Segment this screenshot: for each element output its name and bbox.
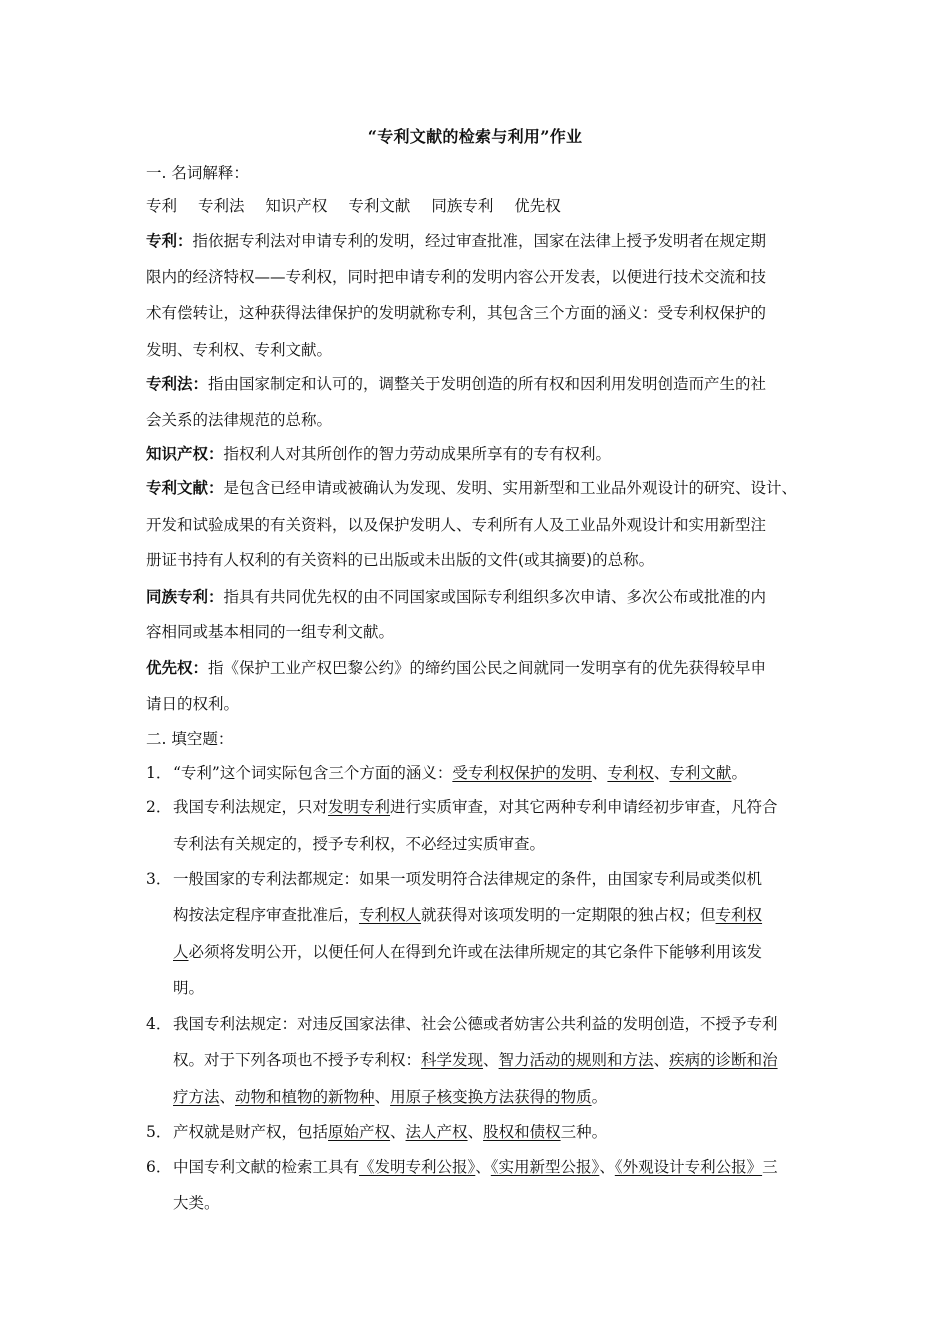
answer-blank: 发明专利 [328,798,391,816]
question-line: 专利法有关规定的，授予专利权，不必经过实质审查。 [173,835,546,853]
definition-line: 发明、专利权、专利文献。 [146,341,333,359]
document-title: “专利文献的检索与利用”作业 [367,127,583,146]
section2-heading: 二. 填空题： [146,730,234,748]
answer-blank: 《实用新型公报》 [490,1158,600,1176]
definition-line: 专利法：指由国家制定和认可的，调整关于发明创造的所有权和因利用发明创造而产生的社 [146,374,767,393]
question-number: 5． [146,1123,172,1141]
definition-line: 容相同或基本相同的一组专利文献。 [146,623,395,641]
definition-line: 同族专利：指具有共同优先权的由不同国家或国际专利组织多次申请、多次公布或批准的内 [146,587,767,606]
definition-line: 专利：指依据专利法对申请专利的发明，经过审查批准，国家在法律上授予发明者在规定期 [146,231,767,250]
definition-term: 专利文献： [146,478,224,497]
term-item: 专利法 [197,197,245,215]
definition-term: 专利法： [146,374,209,393]
answer-blank: 专利权 [607,764,654,782]
term-item: 同族专利 [431,197,494,215]
term-list [146,196,561,216]
question-number: 6． [146,1158,172,1176]
question-line: 我国专利法规定，只对发明专利进行实质审查，对其它两种专利申请经初步审查，凡符合 [173,798,778,816]
definition-line: 限内的经济特权——专利权，同时把申请专利的发明内容公开发表，以便进行技术交流和技 [146,268,767,286]
term-item: 优先权 [514,197,561,215]
question-line: 产权就是财产权，包括原始产权、法人产权、股权和债权三种。 [173,1123,608,1141]
question-number: 2． [146,798,172,816]
answer-blank: 股权和债权 [483,1123,561,1141]
question-number: 4． [146,1015,172,1033]
term-item: 专利 [146,197,178,215]
definition-line: 册证书持有人权利的有关资料的已出版或未出版的文件(或其摘要)的总称。 [146,551,655,569]
question-line: 大类。 [173,1194,220,1212]
question-line: 我国专利法规定：对违反国家法律、社会公德或者妨害公共利益的发明创造，不授予专利 [173,1015,778,1033]
answer-blank: 疾病的诊断和治 [669,1051,778,1069]
answer-blank: 受专利权保护的发明 [452,764,592,782]
definition-line: 专利文献：是包含已经申请或被确认为发现、发明、实用新型和工业品外观设计的研究、设计、 [146,478,798,497]
answer-blank: 科学发现 [421,1051,484,1069]
question-line: 人必须将发明公开，以便任何人在得到允许或在法律所规定的其它条件下能够利用该发 [173,943,763,961]
section1-heading: 一. 名词解释： [146,164,249,182]
definition-line: 优先权：指《保护工业产权巴黎公约》的缔约国公民之间就同一发明享有的优先获得较早申 [146,658,767,677]
definition-line: 会关系的法律规范的总称。 [146,411,333,429]
question-number: 3． [146,870,172,888]
term-item: 知识产权 [265,197,328,215]
question-line: 明。 [173,979,205,997]
question-number: 1． [146,764,172,782]
definition-line: 知识产权：指权利人对其所创作的智力劳动成果所享有的专有权利。 [146,444,612,463]
definition-term: 知识产权： [146,444,224,463]
definition-line: 开发和试验成果的有关资料，以及保护发明人、专利所有人及工业品外观设计和实用新型注 [146,516,767,534]
answer-blank: 法人产权 [405,1123,468,1141]
answer-blank: 《外观设计专利公报》 [614,1158,763,1176]
question-line: “专利”这个词实际包含三个方面的涵义：受专利权保护的发明、专利权、专利文献。 [173,764,747,782]
answer-blank: 专利权人 [359,906,422,924]
answer-blank: 《发明专利公报》 [359,1158,476,1176]
answer-blank: 疗方法 [173,1088,220,1106]
answer-blank: 用原子核变换方法获得的物质 [390,1088,592,1106]
question-line: 中国专利文献的检索工具有《发明专利公报》、《实用新型公报》、《外观设计专利公报》三 [173,1158,778,1176]
answer-blank: 动物和植物的新物种 [235,1088,375,1106]
question-line: 疗方法、动物和植物的新物种、用原子核变换方法获得的物质。 [173,1088,608,1106]
answer-blank: 智力活动的规则和方法 [498,1051,654,1069]
definition-line: 术有偿转让，这种获得法律保护的发明就称专利，其包含三个方面的涵义：受专利权保护的 [146,304,767,322]
question-line: 构按法定程序审查批准后，专利权人就获得对该项发明的一定期限的独占权；但专利权 [173,906,763,924]
definition-line: 请日的权利。 [146,695,240,713]
definition-term: 同族专利： [146,587,224,606]
answer-blank: 人 [173,943,189,961]
question-line: 一般国家的专利法都规定：如果一项发明符合法律规定的条件，由国家专利局或类似机 [173,870,763,888]
answer-blank: 原始产权 [328,1123,391,1141]
question-line: 权。对于下列各项也不授予专利权：科学发现、智力活动的规则和方法、疾病的诊断和治 [173,1051,778,1069]
answer-blank: 专利权 [715,906,763,924]
term-item: 专利文献 [348,197,411,215]
definition-term: 专利： [146,231,193,250]
definition-term: 优先权： [146,658,209,677]
answer-blank: 专利文献 [669,764,732,782]
